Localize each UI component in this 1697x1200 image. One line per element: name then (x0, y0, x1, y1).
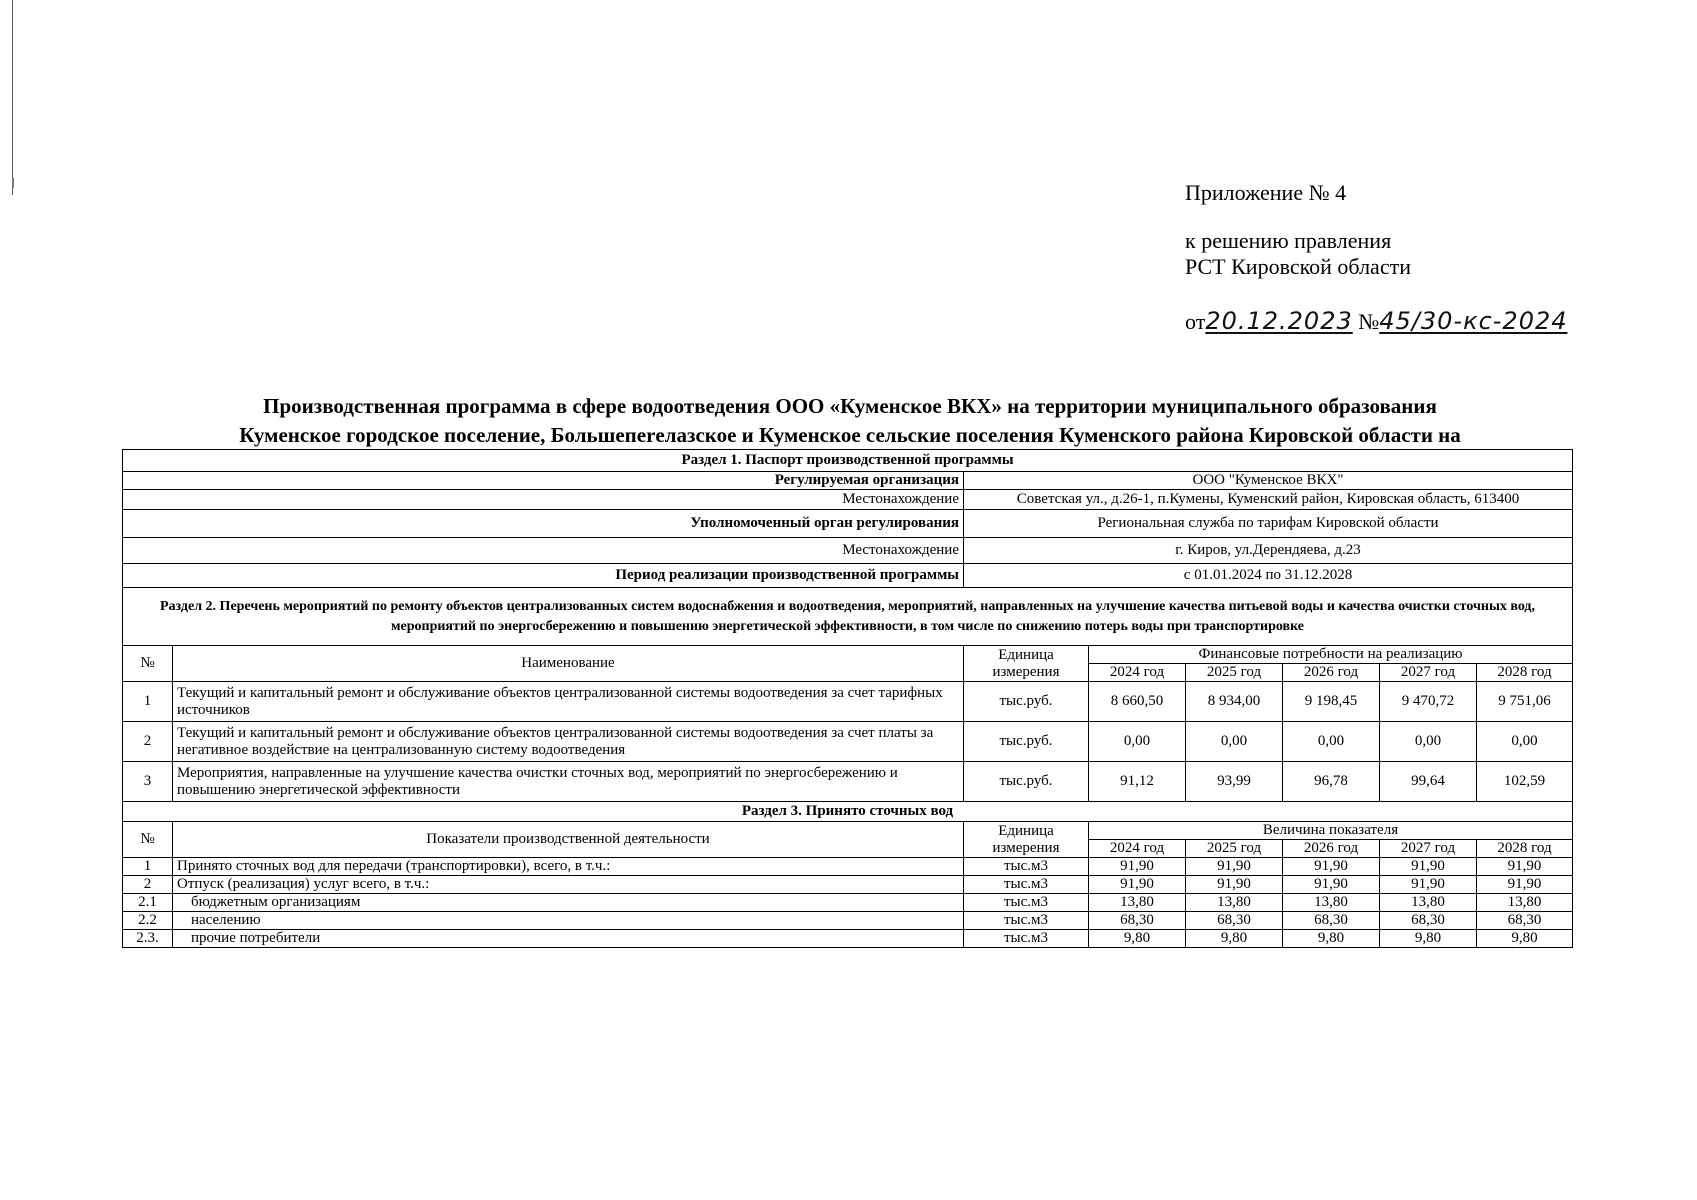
row-number: 1 (123, 858, 173, 876)
passport-value: с 01.01.2024 по 31.12.2028 (964, 564, 1573, 588)
row-value: 13,80 (1186, 894, 1283, 912)
col-number-header: № (123, 646, 173, 682)
passport-value: ООО "Куменское ВКХ" (964, 472, 1573, 490)
row-value: 91,12 (1089, 762, 1186, 802)
row-name: населению (173, 912, 964, 930)
row-value: 91,90 (1283, 876, 1380, 894)
passport-label: Регулируемая организация (123, 472, 964, 490)
passport-label: Период реализации производственной программы (123, 564, 964, 588)
row-number: 2.3. (123, 930, 173, 948)
col-number-header: № (123, 822, 173, 858)
row-value: 9 198,45 (1283, 682, 1380, 722)
row-value: 13,80 (1477, 894, 1573, 912)
table-row (123, 894, 1573, 912)
row-value: 91,90 (1089, 858, 1186, 876)
row-value: 91,90 (1380, 858, 1477, 876)
row-number: 2 (123, 876, 173, 894)
row-unit: тыс.м3 (964, 930, 1089, 948)
row-name: бюджетным организациям (173, 894, 964, 912)
row-value: 0,00 (1186, 722, 1283, 762)
row-value: 91,90 (1283, 858, 1380, 876)
row-unit: тыс.м3 (964, 912, 1089, 930)
handwritten-number: 45/30-кс-2024 (1379, 307, 1568, 335)
row-value: 91,90 (1186, 876, 1283, 894)
row-number: 1 (123, 682, 173, 722)
year-header: 2026 год (1283, 840, 1380, 858)
col-indicator-header: Показатели производственной деятельности (173, 822, 964, 858)
passport-label: Уполномоченный орган регулирования (123, 510, 964, 538)
handwritten-date: 20.12.2023 (1205, 307, 1353, 335)
row-value: 91,90 (1380, 876, 1477, 894)
row-value: 93,99 (1186, 762, 1283, 802)
section2-title: Раздел 2. Перечень мероприятий по ремонту объектов централизованных систем водоснабжения и водоотведения, мероприятий, направленных на улучшение качества питьевой воды и качества очистки сточных вод, мероприятий по энергосбережению и повышению энергетической эффективности, в том числе по снижению потерь воды при транспортировке (123, 588, 1573, 646)
year-header: 2028 год (1477, 664, 1573, 682)
table-row (123, 912, 1573, 930)
row-value: 13,80 (1380, 894, 1477, 912)
row-unit: тыс.м3 (964, 876, 1089, 894)
section3-header-row (123, 822, 1573, 840)
passport-value: г. Киров, ул.Дерендяева, д.23 (964, 538, 1573, 564)
section1-title-row (123, 450, 1573, 472)
row-value: 68,30 (1186, 912, 1283, 930)
row-value: 9,80 (1283, 930, 1380, 948)
col-name-header: Наименование (173, 646, 964, 682)
row-value: 91,90 (1477, 876, 1573, 894)
row-name: Текущий и капитальный ремонт и обслуживание объектов централизованной системы водоотведения за счет платы за негативное воздействие на централизованную систему водоотведения (173, 722, 964, 762)
passport-row (123, 490, 1573, 510)
appendix-number: Приложение № 4 (1185, 180, 1347, 205)
row-value: 91,90 (1477, 858, 1573, 876)
year-header: 2025 год (1186, 840, 1283, 858)
row-value: 68,30 (1089, 912, 1186, 930)
year-header: 2027 год (1380, 664, 1477, 682)
document-title (120, 392, 1580, 450)
row-value: 99,64 (1380, 762, 1477, 802)
date-prefix: от (1185, 309, 1206, 334)
section3-title-row (123, 802, 1573, 822)
row-value: 8 660,50 (1089, 682, 1186, 722)
row-value: 68,30 (1380, 912, 1477, 930)
year-header: 2026 год (1283, 664, 1380, 682)
row-value: 8 934,00 (1186, 682, 1283, 722)
row-name: прочие потребители (173, 930, 964, 948)
table-row (123, 762, 1573, 802)
section2-title-row (123, 588, 1573, 646)
section1-title: Раздел 1. Паспорт производственной программы (123, 450, 1573, 472)
year-header: 2025 год (1186, 664, 1283, 682)
row-name: Отпуск (реализация) услуг всего, в т.ч.: (173, 876, 964, 894)
production-program-table (122, 449, 1573, 948)
row-unit: тыс.м3 (964, 858, 1089, 876)
row-value: 9 751,06 (1477, 682, 1573, 722)
row-value: 9,80 (1089, 930, 1186, 948)
decision-date-line (1185, 308, 1568, 335)
col-financial-needs-header: Финансовые потребности на реализацию (1089, 646, 1573, 664)
row-number: 3 (123, 762, 173, 802)
table-row (123, 682, 1573, 722)
col-unit-header: Единица измерения (964, 822, 1089, 858)
table-row (123, 876, 1573, 894)
passport-row (123, 510, 1573, 538)
document-header (1185, 180, 1568, 335)
row-unit: тыс.руб. (964, 762, 1089, 802)
table-row (123, 858, 1573, 876)
year-header: 2024 год (1089, 664, 1186, 682)
row-value: 13,80 (1089, 894, 1186, 912)
row-value: 0,00 (1380, 722, 1477, 762)
col-unit-header: Единица измерения (964, 646, 1089, 682)
row-value: 13,80 (1283, 894, 1380, 912)
year-header: 2028 год (1477, 840, 1573, 858)
row-value: 0,00 (1089, 722, 1186, 762)
number-prefix: № (1358, 309, 1380, 334)
row-value: 68,30 (1477, 912, 1573, 930)
passport-row (123, 472, 1573, 490)
passport-label: Местонахождение (123, 538, 964, 564)
row-unit: тыс.руб. (964, 722, 1089, 762)
passport-value: Советская ул., д.26-1, п.Кумены, Куменский район, Кировская область, 613400 (964, 490, 1573, 510)
row-number: 2.1 (123, 894, 173, 912)
row-unit: тыс.руб. (964, 682, 1089, 722)
row-name: Текущий и капитальный ремонт и обслуживание объектов централизованной системы водоотведения за счет тарифных источников (173, 682, 964, 722)
table-row (123, 930, 1573, 948)
title-line-2: Куменское городское поселение, Большепerелазское и Куменское сельские поселения Куменского района Кировской области на (239, 423, 1461, 447)
scan-margin-mark (12, 178, 14, 188)
row-value: 0,00 (1283, 722, 1380, 762)
section3-title: Раздел 3. Принято сточных вод (123, 802, 1573, 822)
year-header: 2027 год (1380, 840, 1477, 858)
row-value: 68,30 (1283, 912, 1380, 930)
row-number: 2.2 (123, 912, 173, 930)
header-line-1: к решению правления (1185, 228, 1392, 253)
section2-header-row (123, 646, 1573, 664)
title-line-1: Производственная программа в сфере водоотведения ООО «Куменское ВКХ» на территории муниципального образования (263, 394, 1437, 418)
row-value: 9,80 (1380, 930, 1477, 948)
col-indicator-value-header: Величина показателя (1089, 822, 1573, 840)
table-row (123, 722, 1573, 762)
row-value: 91,90 (1186, 858, 1283, 876)
row-name: Принято сточных вод для передачи (транспортировки), всего, в т.ч.: (173, 858, 964, 876)
row-value: 91,90 (1089, 876, 1186, 894)
scan-margin-line (12, 0, 13, 195)
passport-row (123, 538, 1573, 564)
header-line-2: РСТ Кировской области (1185, 254, 1411, 279)
row-value: 96,78 (1283, 762, 1380, 802)
row-value: 9,80 (1186, 930, 1283, 948)
year-header: 2024 год (1089, 840, 1186, 858)
row-value: 9 470,72 (1380, 682, 1477, 722)
row-value: 9,80 (1477, 930, 1573, 948)
passport-row (123, 564, 1573, 588)
passport-label: Местонахождение (123, 490, 964, 510)
row-unit: тыс.м3 (964, 894, 1089, 912)
row-number: 2 (123, 722, 173, 762)
row-name: Мероприятия, направленные на улучшение качества очистки сточных вод, мероприятий по энергосбережению и повышению энергетической эффективности (173, 762, 964, 802)
row-value: 0,00 (1477, 722, 1573, 762)
row-value: 102,59 (1477, 762, 1573, 802)
passport-value: Региональная служба по тарифам Кировской области (964, 510, 1573, 538)
